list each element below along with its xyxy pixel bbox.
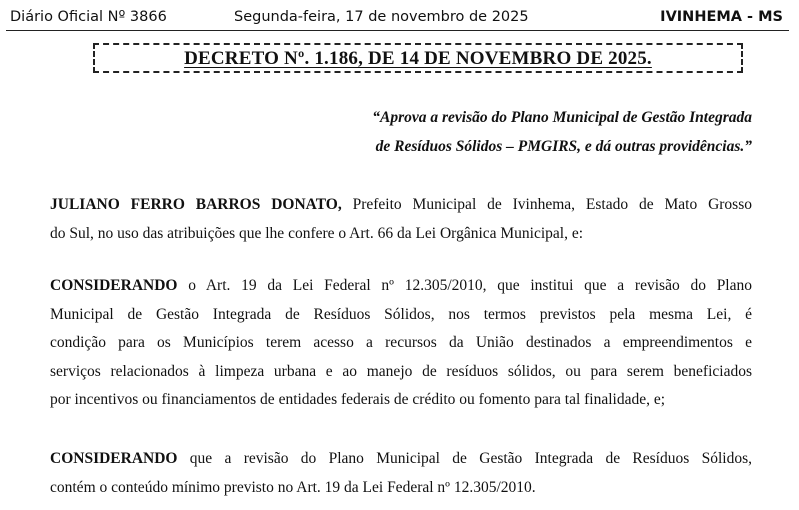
preamble-line-2: do Sul, no uso das atribuições que lhe confere o Art. 66 da Lei Orgânica Municipal, e: — [50, 224, 584, 242]
considerando-1-line-5: por incentivos ou financiamentos de entidades federais de crédito ou fomento para tal finalidade, e; — [50, 391, 666, 408]
decree-title-box — [93, 43, 743, 73]
considerando-keyword: CONSIDERANDO — [50, 450, 178, 467]
gazette-city: IVINHEMA - MS — [660, 9, 783, 25]
decree-ementa — [292, 103, 752, 161]
preamble-paragraph — [50, 191, 752, 248]
ementa-line-2: de Resíduos Sólidos – PMGIRS, e dá outras providências.” — [375, 138, 752, 155]
decree-title: DECRETO Nº. 1.186, DE 14 DE NOVEMBRO DE 2025. — [184, 48, 652, 69]
considerando-2-line-1 — [50, 445, 752, 474]
mayor-name: JULIANO FERRO BARROS DONATO, — [50, 196, 342, 213]
gazette-edition: Diário Oficial Nº 3866 — [10, 9, 167, 25]
considerando-2-line-2: contém o conteúdo mínimo previsto no Art. 19 da Lei Federal nº 12.305/2010. — [50, 478, 536, 496]
considerando-1-line-3: condição para os Municípios terem acesso a recursos da União destinados a empreendimentos e — [50, 334, 752, 351]
considerando-1-line-1-text: o Art. 19 da Lei Federal nº 12.305/2010, que institui que a revisão do Plano — [177, 277, 752, 294]
gazette-date: Segunda-feira, 17 de novembro de 2025 — [234, 9, 529, 25]
considerando-paragraph-2 — [50, 445, 752, 502]
considerando-2-line-1-text: que a revisão do Plano Municipal de Gestão Integrada de Resíduos Sólidos, — [177, 450, 752, 467]
considerando-1-line-2: Municipal de Gestão Integrada de Resíduos Sólidos, nos termos previstos pela mesma Lei, é — [50, 305, 752, 323]
ementa-line-1: “Aprova a revisão do Plano Municipal de Gestão Integrada — [372, 109, 752, 126]
preamble-line-1-text: Prefeito Municipal de Ivinhema, Estado de Mato Grosso — [341, 196, 752, 213]
title-border-bottom — [93, 71, 743, 73]
considerando-paragraph-1 — [50, 272, 752, 415]
considerando-keyword: CONSIDERANDO — [50, 277, 178, 294]
preamble-line-1 — [50, 191, 752, 220]
gazette-header — [6, 6, 789, 31]
considerando-1-line-1 — [50, 272, 752, 301]
title-border-top — [93, 43, 743, 45]
considerando-1-line-4: serviços relacionados à limpeza urbana e ao manejo de resíduos sólidos, ou para serem beneficiados — [50, 362, 752, 380]
